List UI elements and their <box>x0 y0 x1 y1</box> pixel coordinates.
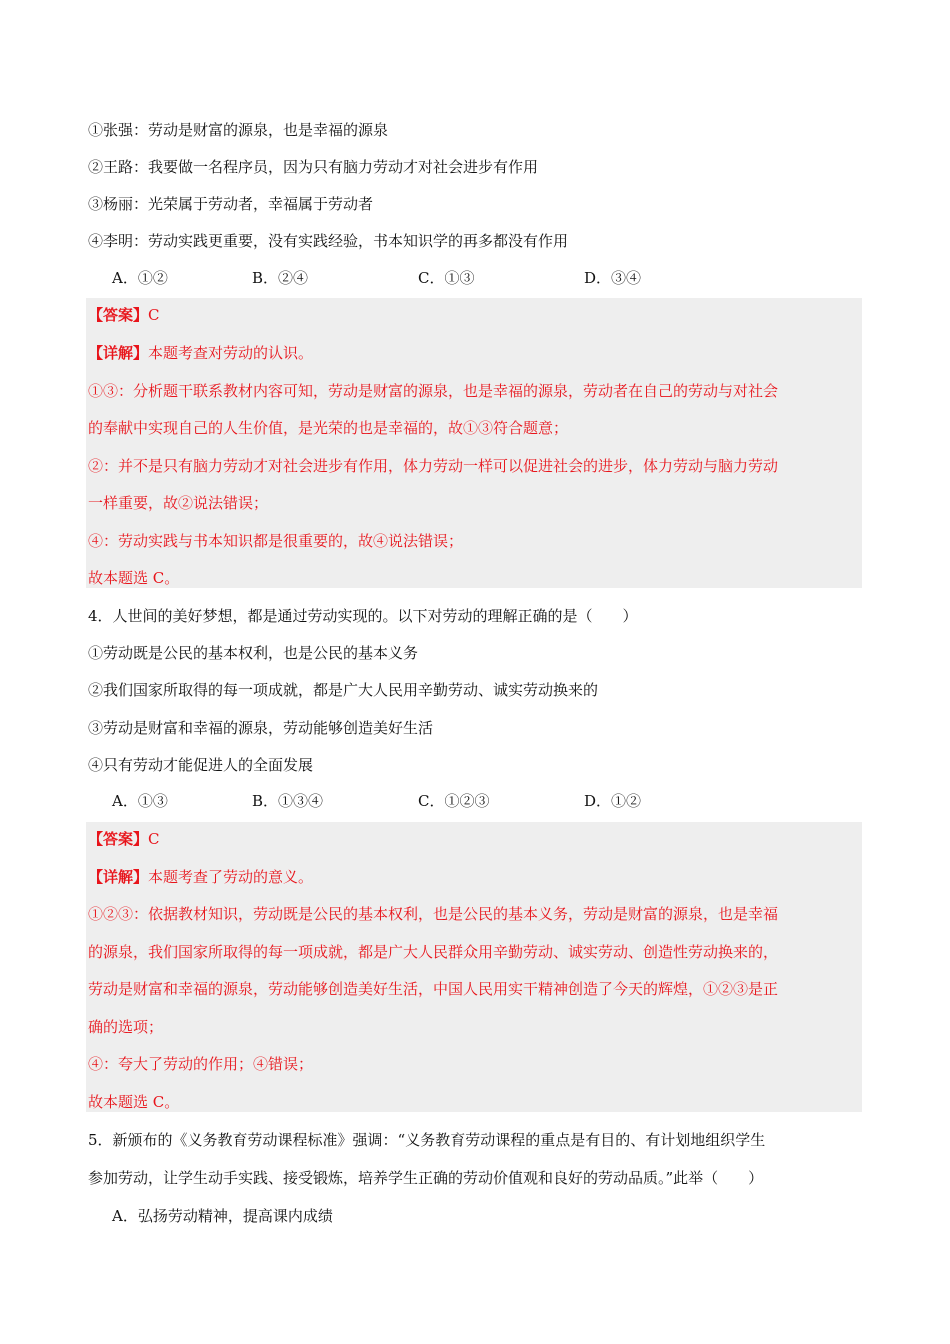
answer-tag: 【答案】 <box>88 830 149 848</box>
q4-explanation-1: ①②③：依据教材知识，劳动既是公民的基本权利，也是公民的基本义务，劳动是财富的源泉，也是幸福 <box>88 905 779 923</box>
q3-explanation-6: 故本题选 C。 <box>88 569 180 587</box>
detail-tag: 【详解】 <box>88 344 149 362</box>
q3-explanation-4: 一样重要，故②说法错误； <box>88 494 269 512</box>
q4-explanation-3: 劳动是财富和幸福的源泉，劳动能够创造美好生活，中国人民用实干精神创造了今天的辉煌，①②③是正 <box>88 980 779 998</box>
q4-option-a: A．①③ <box>112 792 168 810</box>
q4-explanation-4: 确的选项； <box>88 1018 164 1036</box>
q3-option-a: A．①② <box>112 269 168 287</box>
q4-explanation-6: 故本题选 C。 <box>88 1093 180 1111</box>
q4-statement-4: ④只有劳动才能促进人的全面发展 <box>88 756 314 774</box>
q3-explanation-5: ④：劳动实践与书本知识都是很重要的，故④说法错误； <box>88 532 464 550</box>
q3-explanation-3: ②：并不是只有脑力劳动才对社会进步有作用，体力劳动一样可以促进社会的进步，体力劳动与脑力劳动 <box>88 457 779 475</box>
q4-statement-1: ①劳动既是公民的基本权利，也是公民的基本义务 <box>88 644 419 662</box>
q4-stem: 4．人世间的美好梦想，都是通过劳动实现的。以下对劳动的理解正确的是（ ） <box>88 607 638 625</box>
detail-intro: 本题考查对劳动的认识。 <box>148 344 314 362</box>
q5-option-a: A．弘扬劳动精神，提高课内成绩 <box>112 1207 333 1225</box>
q3-option-d: D．③④ <box>584 269 642 287</box>
q4-option-d: D．①② <box>584 792 642 810</box>
q3-explanation-2: 的奉献中实现自己的人生价值，是光荣的也是幸福的，故①③符合题意； <box>88 419 569 437</box>
detail-intro: 本题考查了劳动的意义。 <box>148 868 314 886</box>
q4-option-b: B．①③④ <box>252 792 324 810</box>
q4-option-c: C．①②③ <box>418 792 490 810</box>
detail-tag: 【详解】 <box>88 868 149 886</box>
q3-option-c: C．①③ <box>418 269 475 287</box>
q3-statement-2: ②王路：我要做一名程序员，因为只有脑力劳动才对社会进步有作用 <box>88 158 539 176</box>
q4-explanation-2: 的源泉，我们国家所取得的每一项成就，都是广大人民群众用辛勤劳动、诚实劳动、创造性劳动换来的， <box>88 943 779 961</box>
answer-tag: 【答案】 <box>88 306 149 324</box>
q4-detail <box>88 867 313 887</box>
q3-option-b: B．②④ <box>252 269 309 287</box>
q3-detail <box>88 343 313 363</box>
q3-answer <box>88 305 160 325</box>
q3-statement-4: ④李明：劳动实践更重要，没有实践经验，书本知识学的再多都没有作用 <box>88 232 569 250</box>
answer-value: C <box>148 830 160 848</box>
answer-value: C <box>148 306 160 324</box>
q4-explanation-5: ④：夸大了劳动的作用；④错误； <box>88 1055 314 1073</box>
q3-explanation-1: ①③：分析题干联系教材内容可知，劳动是财富的源泉，也是幸福的源泉，劳动者在自己的劳动与对社会 <box>88 382 779 400</box>
q3-statement-1: ①张强：劳动是财富的源泉，也是幸福的源泉 <box>88 121 389 139</box>
q5-stem-line-1: 5．新颁布的《义务教育劳动课程标准》强调：“义务教育劳动课程的重点是有目的、有计划地组织学生 <box>88 1131 766 1149</box>
q4-answer <box>88 829 160 849</box>
q3-statement-3: ③杨丽：光荣属于劳动者，幸福属于劳动者 <box>88 195 374 213</box>
q5-stem-line-2: 参加劳动，让学生动手实践、接受锻炼，培养学生正确的劳动价值观和良好的劳动品质。”此举（ ） <box>88 1169 764 1187</box>
q4-statement-3: ③劳动是财富和幸福的源泉，劳动能够创造美好生活 <box>88 719 434 737</box>
q4-statement-2: ②我们国家所取得的每一项成就，都是广大人民用辛勤劳动、诚实劳动换来的 <box>88 681 599 699</box>
